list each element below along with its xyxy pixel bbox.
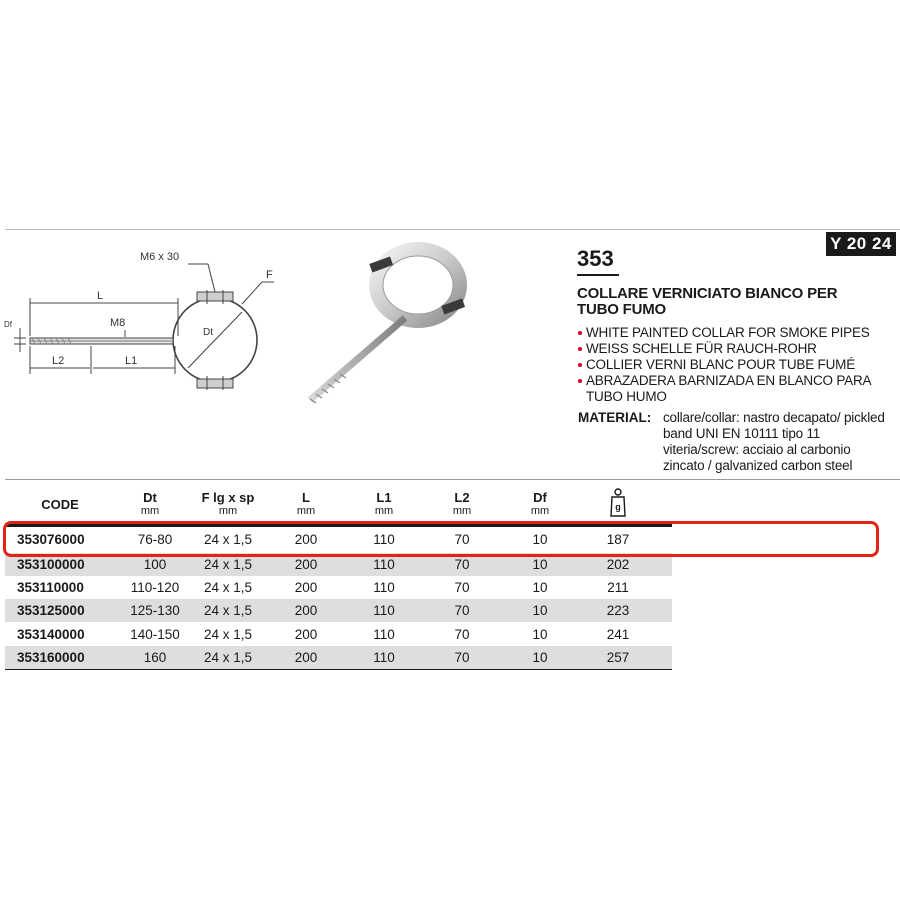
weight-icon	[609, 488, 627, 518]
m8-label: M8	[110, 317, 126, 329]
cell-l2: 70	[454, 557, 470, 572]
cell-l2: 70	[454, 580, 470, 595]
cell-dt: 140-150	[130, 627, 180, 642]
cell-weight: 223	[606, 603, 630, 618]
cell-f: 24 x 1,5	[203, 532, 253, 547]
df-label: Df	[4, 320, 12, 329]
column-header-l	[266, 491, 346, 517]
bottom-clamp	[197, 379, 233, 388]
year-badge: Y 20 24	[826, 232, 896, 256]
cell-weight: 187	[606, 532, 630, 547]
cell-df: 10	[532, 532, 548, 547]
cell-l1: 110	[373, 532, 395, 547]
translation-spanish: ABRAZADERA BARNIZADA EN BLANCO PARA TUBO HUMO	[577, 373, 897, 405]
cell-l: 200	[294, 603, 318, 618]
cell-f: 24 x 1,5	[203, 580, 253, 595]
translations-list	[577, 325, 897, 405]
cell-df: 10	[532, 650, 548, 665]
cell-dt: 76-80	[137, 532, 173, 547]
column-header-code	[20, 498, 100, 512]
column-header-label: Dt	[143, 490, 157, 505]
column-header-label: L1	[376, 490, 392, 505]
table-row	[5, 599, 672, 622]
column-header-label: L2	[454, 490, 470, 505]
product-number-underline	[577, 274, 619, 276]
column-header-unit: mm	[218, 505, 238, 517]
cell-code: 353110000	[17, 580, 84, 595]
material-description: collare/collar: nastro decapato/ pickled band UNI EN 10111 tipo 11 viteria/screw: acciaio al carbonio zincato / galvanized carbon steel	[663, 410, 885, 473]
material-label: MATERIAL:	[578, 410, 652, 425]
table-top-divider	[5, 479, 900, 480]
column-header-l1	[344, 491, 424, 517]
weight-unit-g: g	[615, 502, 621, 512]
cell-f: 24 x 1,5	[203, 603, 253, 618]
row-highlight-box	[3, 521, 879, 557]
cell-code: 353160000	[17, 650, 85, 665]
column-header-unit: mm	[530, 505, 550, 517]
cell-l2: 70	[454, 532, 470, 547]
cell-dt: 125-130	[130, 603, 180, 618]
cell-f: 24 x 1,5	[203, 627, 253, 642]
cell-l1: 110	[373, 557, 395, 572]
table-row	[5, 623, 672, 646]
cell-l: 200	[294, 650, 318, 665]
cell-weight: 257	[606, 650, 630, 665]
column-header-label: F lg x sp	[201, 490, 255, 505]
cell-df: 10	[532, 557, 548, 572]
cell-weight: 211	[607, 580, 629, 595]
cell-l: 200	[294, 580, 318, 595]
cell-dt: 110-120	[130, 580, 180, 595]
cell-df: 10	[532, 603, 548, 618]
cell-code: 353125000	[17, 603, 85, 618]
translation-english: WHITE PAINTED COLLAR FOR SMOKE PIPES	[577, 325, 897, 341]
cell-l: 200	[294, 557, 318, 572]
cell-l1: 110	[373, 627, 395, 642]
cell-code: 353100000	[17, 557, 85, 572]
product-photo	[270, 240, 500, 420]
column-header-unit: mm	[452, 505, 472, 517]
column-header-label: CODE	[41, 497, 79, 512]
product-title: COLLARE VERNICIATO BIANCO PER TUBO FUMO	[577, 285, 838, 318]
cell-l: 200	[294, 627, 318, 642]
table-row	[5, 576, 672, 599]
column-header-unit: mm	[374, 505, 394, 517]
column-header-unit: mm	[296, 505, 316, 517]
translation-french: COLLIER VERNI BLANC POUR TUBE FUMÉ	[577, 357, 897, 373]
cell-weight: 202	[606, 557, 630, 572]
cell-l2: 70	[454, 603, 470, 618]
product-number: 353	[577, 246, 614, 271]
cell-l1: 110	[373, 603, 395, 618]
l1-label: L1	[125, 355, 138, 367]
column-header-weight	[578, 488, 658, 518]
screw-size-label: M6 x 30	[140, 251, 180, 263]
table-row	[5, 646, 672, 669]
technical-drawing	[0, 240, 285, 390]
column-header-dt	[110, 491, 190, 517]
cell-df: 10	[532, 580, 548, 595]
table-bottom-divider	[5, 669, 672, 670]
top-divider	[5, 229, 900, 230]
cell-l1: 110	[373, 580, 395, 595]
dt-label: Dt	[203, 327, 213, 338]
cell-dt: 100	[143, 557, 167, 572]
cell-df: 10	[532, 627, 548, 642]
l2-label: L2	[52, 355, 65, 367]
top-clamp	[197, 292, 233, 301]
translation-german: WEISS SCHELLE FÜR RAUCH-ROHR	[577, 341, 897, 357]
cell-code: 353076000	[17, 532, 85, 547]
l-label: L	[97, 290, 104, 302]
column-header-unit: mm	[140, 505, 160, 517]
cell-f: 24 x 1,5	[203, 650, 253, 665]
cell-l2: 70	[454, 627, 470, 642]
column-header-l2	[422, 491, 502, 517]
column-header-label: L	[302, 490, 310, 505]
cell-dt: 160	[143, 650, 167, 665]
cell-weight: 241	[606, 627, 630, 642]
column-header-df	[500, 491, 580, 517]
cell-l: 200	[294, 532, 318, 547]
f-label: F	[266, 269, 273, 281]
cell-l1: 110	[373, 650, 395, 665]
column-header-f	[188, 491, 268, 517]
cell-l2: 70	[454, 650, 470, 665]
column-header-label: Df	[533, 490, 547, 505]
cell-code: 353140000	[17, 627, 85, 642]
cell-f: 24 x 1,5	[203, 557, 253, 572]
